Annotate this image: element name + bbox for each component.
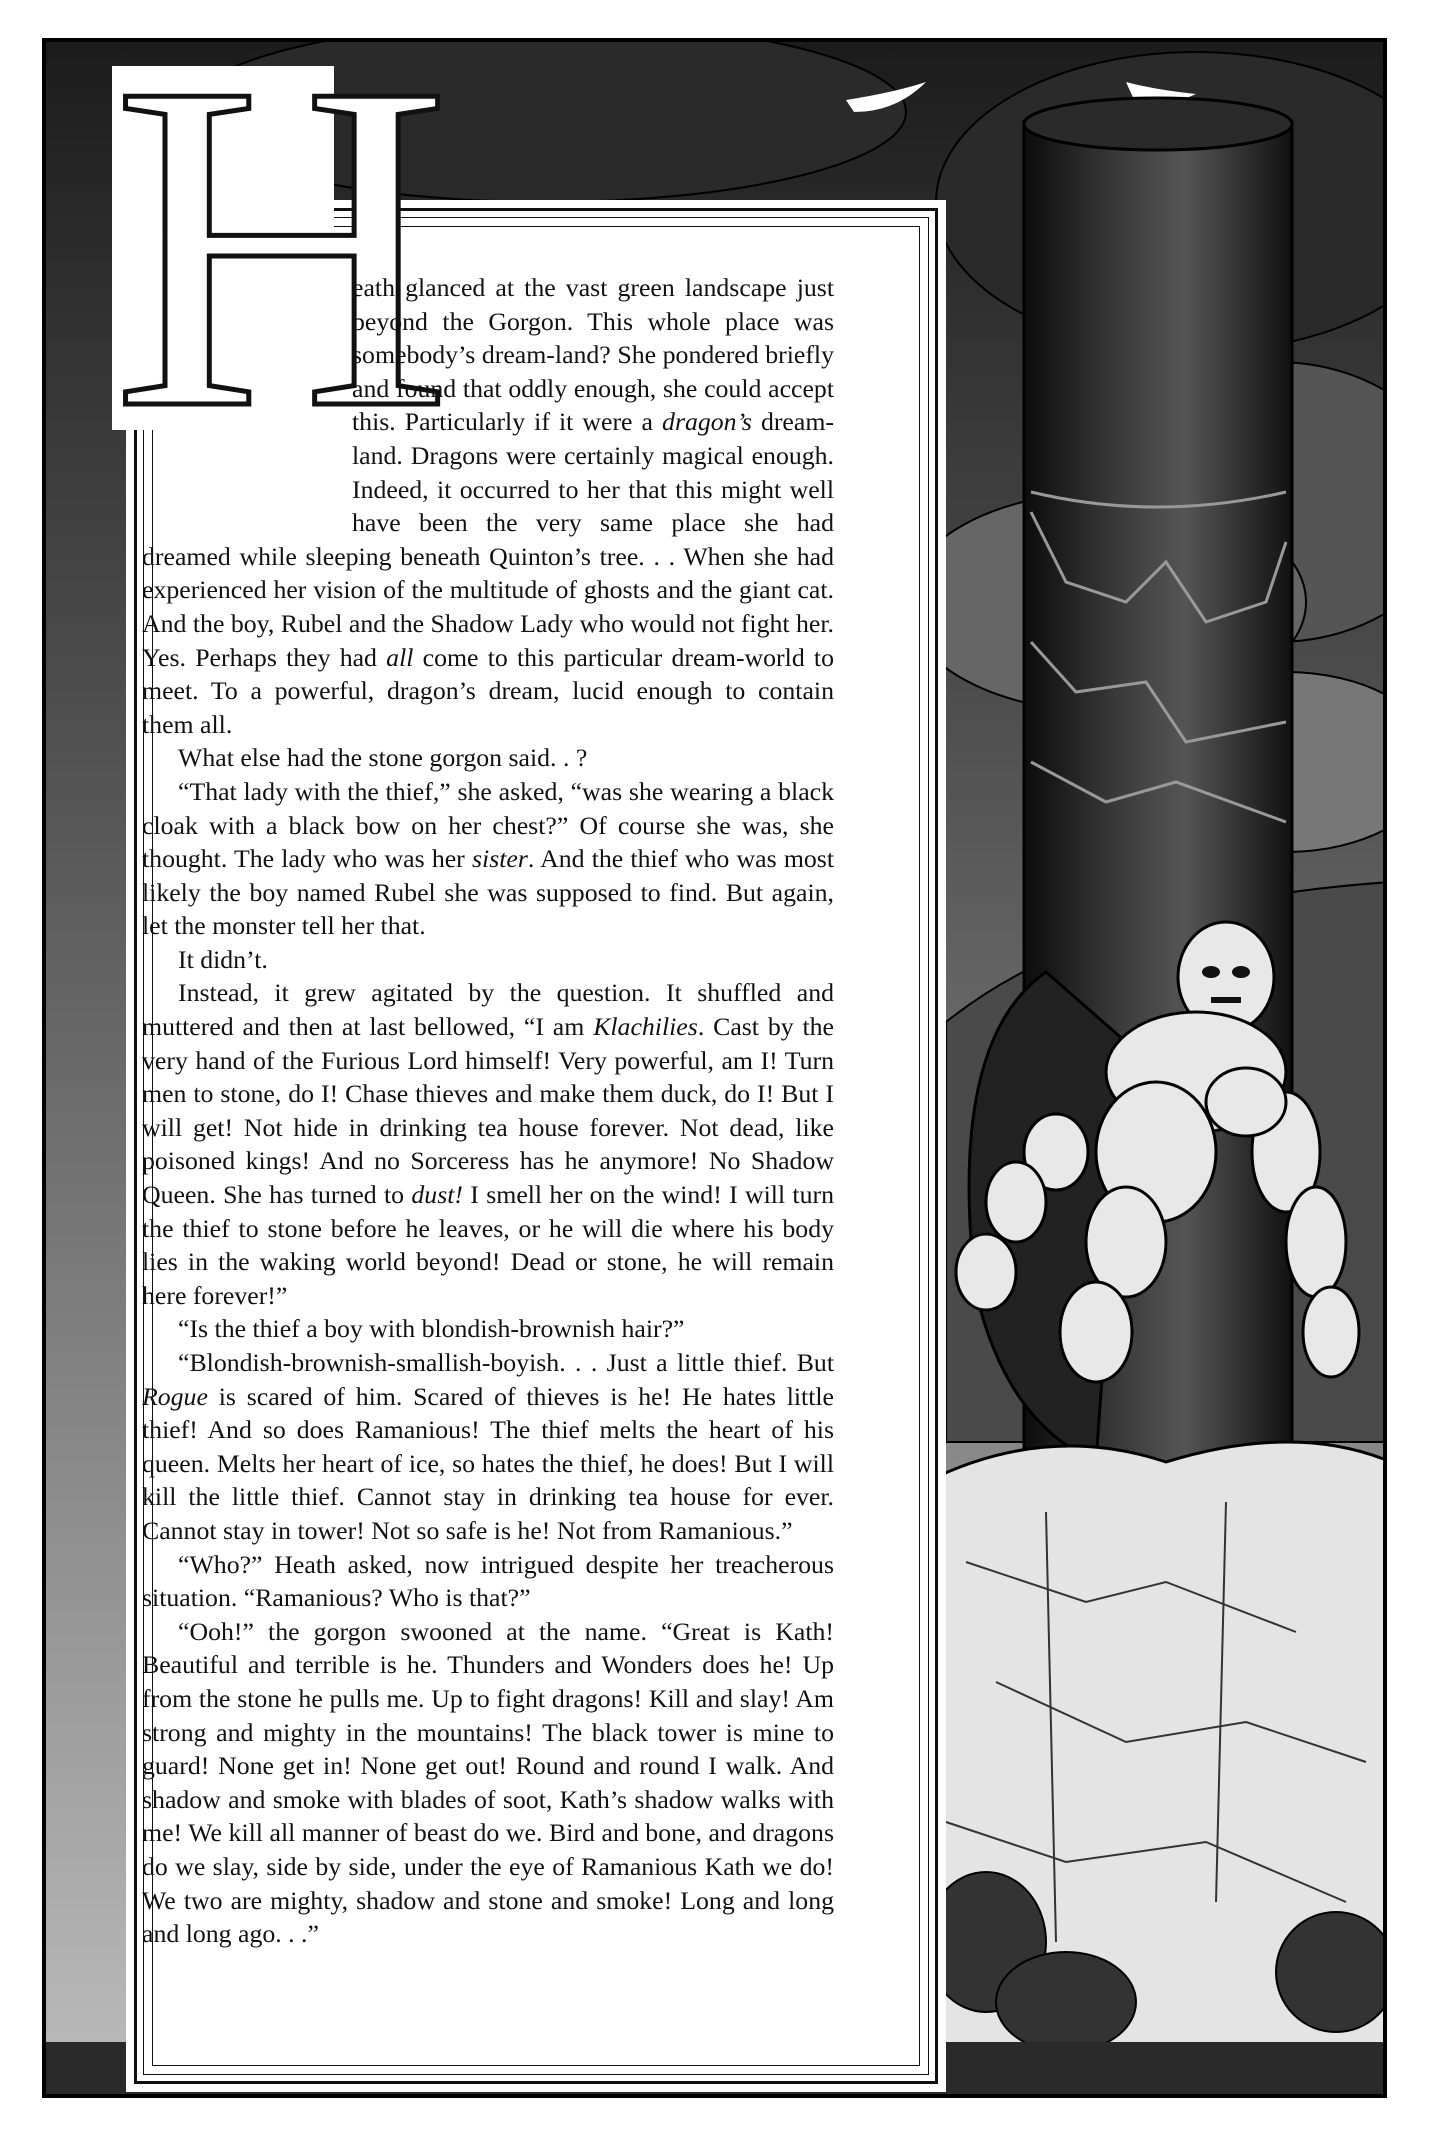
story-text <box>142 271 834 1951</box>
tower-top <box>1024 98 1292 150</box>
paragraph: “Is the thief a boy with blondish-brownish hair?” <box>178 1314 685 1344</box>
emphasis: dragon’s <box>662 407 752 437</box>
emphasis: all <box>386 642 414 672</box>
emphasis: dust! <box>411 1180 463 1210</box>
emphasis: Klachilies <box>593 1012 698 1042</box>
paragraph: “Who?” Heath asked, now intrigued despite her treacherous situation. “Ramanious? Who is that?” <box>142 1549 834 1613</box>
drop-cap: H <box>112 0 442 506</box>
paragraph: “Blondish-brownish-smallish-boyish. . . Just a little thief. But Rogue is scared of him. Scared of thieves is he! He hates little thief! And so does Ramanious! The thief melts the heart of his queen. Melts her heart of ice, so hates the thief, he does! But I will kill the little thief. Cannot stay in drinking tea house for ever. Cannot stay in tower! Not so safe is he! Not from Ramanious.” <box>142 1348 834 1545</box>
emphasis: sister <box>471 844 528 874</box>
emphasis: Rogue <box>142 1381 208 1411</box>
paragraph: What else had the stone gorgon said. . ? <box>178 743 588 773</box>
paragraph: “That lady with the thief,” she asked, “was she wearing a black cloak with a black bow on her chest?” Of course she was, she thought. The lady who was her sister. And the thief who was most likely the boy named Rubel she was supposed to find. But again, let the monster tell her that. <box>142 776 835 941</box>
paragraph: It didn’t. <box>178 944 268 974</box>
paragraph: “Ooh!” the gorgon swooned at the name. “Great is Kath! Beautiful and terrible is he. Thunders and Wonders does he! Up from the stone he pulls me. Up to fight dragons! Kill and slay! Am strong and mighty in the mountains! The black tower is mine to guard! None get in! None get out! Round and round I walk. And shadow and smoke with blades of soot, Kath’s shadow walks with me! We kill all manner of beast do we. Bird and bone, and dragons do we slay, side by side, under the eye of Ramanious Kath we do! We two are mighty, shadow and stone and smoke! Long and long and long ago. . .” <box>142 1616 834 1949</box>
drop-cap-spacer <box>134 507 284 535</box>
paragraph: Instead, it grew agitated by the question. It shuffled and muttered and then at last bellowed, “I am Klachilies. Cast by the very hand of the Furious Lord himself! Very powerful, am I! Turn men to stone, do I! Chase thieves and make them duck, do I! But I will get! Not hide in drinking tea house forever. Not dead, like poisoned kings! And no Sorceress has he anymore! No Shadow Queen. She has turned to dust! I smell her on the wind! I will turn the thief to stone before he leaves, or he will die where his body lies in the waking world beyond! Dead or stone, he will remain here forever!” <box>142 978 834 1310</box>
drop-cap-spacer <box>134 269 352 509</box>
paragraph: eath glanced at the vast green landscape just beyond the Gorgon. This whole place was somebody’s dream-land? She pondered briefly and found that oddly enough, she could accept this. Particularly if it were a dragon’s dream-land. Dragons were certainly magical enough. Indeed, it occurred to her that this might well have been the very same place she had dreamed while sleeping beneath Quinton’s tree. . . When she had experienced her vision of the multitude of ghosts and the giant cat. And the boy, Rubel and the Shadow Lady who would not fight her. Yes. Perhaps they had all come to this particular dream-world to meet. To a powerful, dragon’s dream, lucid enough to contain them all. <box>142 271 834 741</box>
